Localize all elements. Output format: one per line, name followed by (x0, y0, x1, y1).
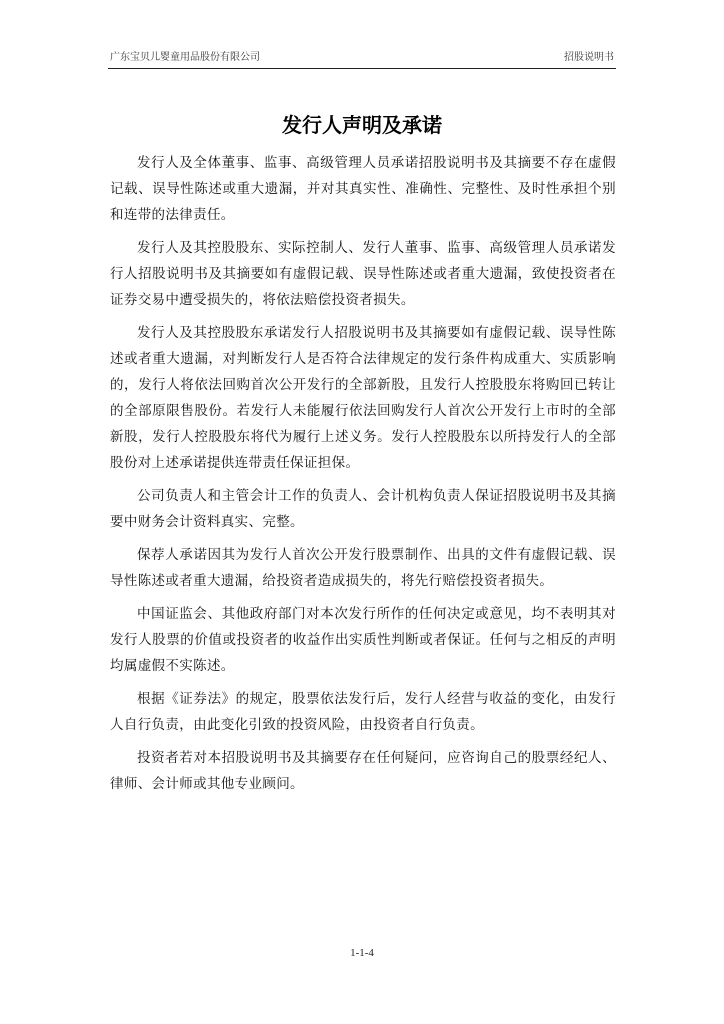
document-body (110, 150, 616, 804)
paragraph-sponsor-commitment: 保荐人承诺因其为发行人首次公开发行股票制作、出具的文件有虚假记载、误导性陈述或者重大遗漏，给投资者造成损失的，将先行赔偿投资者损失。 (110, 547, 616, 589)
paragraph-financial-guarantee: 公司负责人和主管会计工作的负责人、会计机构负责人保证招股说明书及其摘要中财务会计资料真实、完整。 (110, 488, 616, 530)
page-number: 1-1-4 (350, 947, 374, 959)
paragraph-repurchase-commitment: 发行人及其控股股东承诺发行人招股说明书及其摘要如有虚假记载、误导性陈述或者重大遗漏，对判断发行人是否符合法律规定的发行条件构成重大、实质影响的，发行人将依法回购首次公开发行的全部新股，且发行人控股股东将购回已转让的全部原限售股份。若发行人未能履行依法回购发行人首次公开发行上市时的全部新股，发行人控股股东将代为履行上述义务。发行人控股股东以所持发行人的全部股份对上述承诺提供连带责任保证担保。 (110, 325, 616, 471)
paragraph-compensation-commitment: 发行人及其控股股东、实际控制人、发行人董事、监事、高级管理人员承诺发行人招股说明书及其摘要如有虚假记载、误导性陈述或者重大遗漏，致使投资者在证券交易中遭受损失的，将依法赔偿投资者损失。 (110, 240, 616, 308)
paragraph-issuer-commitment: 发行人及全体董事、监事、高级管理人员承诺招股说明书及其摘要不存在虚假记载、误导性陈述或重大遗漏，并对其真实性、准确性、完整性、及时性承担个别和连带的法律责任。 (110, 155, 616, 223)
company-name: 广东宝贝儿婴童用品股份有限公司 (110, 52, 260, 63)
page-header (108, 52, 616, 69)
paragraph-csrc-disclaimer: 中国证监会、其他政府部门对本次发行所作的任何决定或意见，均不表明其对发行人股票的价值或投资者的收益作出实质性判断或者保证。任何与之相反的声明均属虚假不实陈述。 (110, 606, 616, 674)
paragraph-consult-advisors: 投资者若对本招股说明书及其摘要存在任何疑问，应咨询自己的股票经纪人、律师、会计师或其他专业顾问。 (110, 750, 616, 792)
paragraph-investment-risk: 根据《证券法》的规定，股票依法发行后，发行人经营与收益的变化，由发行人自行负责，由此变化引致的投资风险，由投资者自行负责。 (110, 691, 616, 733)
page-title: 发行人声明及承诺 (282, 113, 442, 137)
document-type: 招股说明书 (564, 52, 614, 63)
